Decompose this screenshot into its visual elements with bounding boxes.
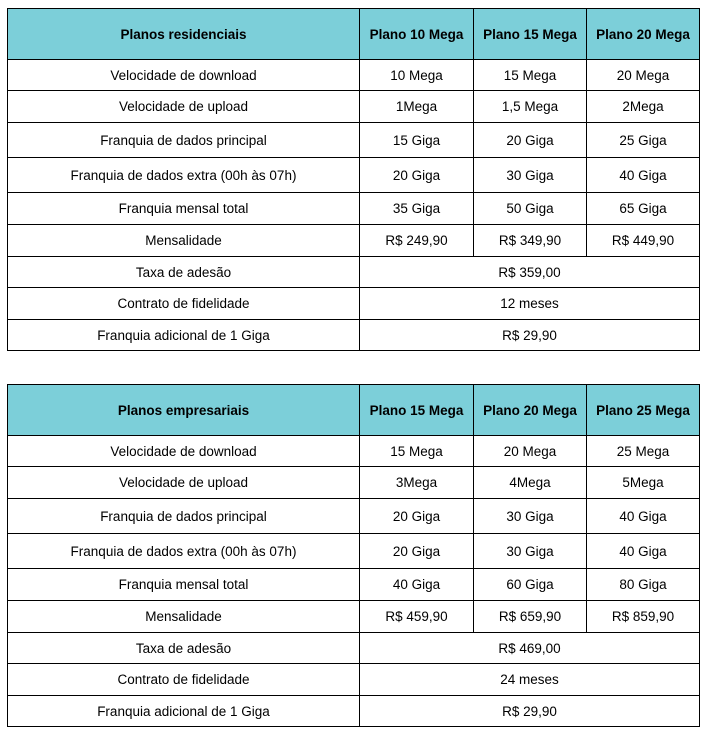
cell-value: 20 Giga [474,123,587,158]
row-label: Velocidade de download [8,436,360,467]
cell-value: 20 Mega [587,60,700,91]
cell-value: 15 Giga [360,123,474,158]
table-header-row [8,385,700,436]
row-main-data-allowance [8,499,700,534]
row-upload-speed [8,467,700,499]
row-loyalty-contract [8,288,700,320]
cell-value-merged: R$ 29,90 [360,696,700,727]
cell-value: 2Mega [587,91,700,123]
plan-column-header: Plano 15 Mega [474,9,587,60]
row-download-speed [8,436,700,467]
row-label: Contrato de fidelidade [8,664,360,696]
cell-value: 40 Giga [587,499,700,534]
row-loyalty-contract [8,664,700,696]
cell-value-merged: 24 meses [360,664,700,696]
row-label: Mensalidade [8,601,360,633]
table-header-row [8,9,700,60]
row-label: Velocidade de upload [8,91,360,123]
cell-value: 80 Giga [587,569,700,601]
row-label: Franquia adicional de 1 Giga [8,320,360,351]
cell-value: 15 Mega [474,60,587,91]
row-label: Franquia de dados principal [8,499,360,534]
row-label: Taxa de adesão [8,257,360,288]
row-label: Franquia de dados extra (00h às 07h) [8,534,360,569]
plan-column-header: Plano 15 Mega [360,385,474,436]
cell-value: 50 Giga [474,193,587,225]
row-extra-data-allowance [8,158,700,193]
cell-value: 30 Giga [474,499,587,534]
row-monthly-fee [8,225,700,257]
cell-value: 20 Mega [474,436,587,467]
row-label: Franquia mensal total [8,193,360,225]
row-label: Franquia adicional de 1 Giga [8,696,360,727]
cell-value: 15 Mega [360,436,474,467]
row-upload-speed [8,91,700,123]
row-label: Franquia de dados extra (00h às 07h) [8,158,360,193]
table-title: Planos empresariais [8,385,360,436]
plan-column-header: Plano 20 Mega [587,9,700,60]
cell-value: 30 Giga [474,534,587,569]
cell-value: 5Mega [587,467,700,499]
business-plans-table [7,384,700,727]
row-extra-data-allowance [8,534,700,569]
cell-value: 1,5 Mega [474,91,587,123]
table-title: Planos residenciais [8,9,360,60]
row-label: Contrato de fidelidade [8,288,360,320]
row-label: Franquia de dados principal [8,123,360,158]
row-additional-giga [8,320,700,351]
row-signup-fee [8,257,700,288]
cell-value: 20 Giga [360,534,474,569]
cell-value: 40 Giga [360,569,474,601]
cell-value: R$ 449,90 [587,225,700,257]
row-monthly-fee [8,601,700,633]
cell-value: R$ 349,90 [474,225,587,257]
cell-value: 35 Giga [360,193,474,225]
row-additional-giga [8,696,700,727]
cell-value: R$ 459,90 [360,601,474,633]
cell-value: R$ 249,90 [360,225,474,257]
cell-value: 20 Giga [360,499,474,534]
cell-value: 20 Giga [360,158,474,193]
cell-value: 65 Giga [587,193,700,225]
cell-value: 25 Mega [587,436,700,467]
plan-column-header: Plano 25 Mega [587,385,700,436]
cell-value-merged: 12 meses [360,288,700,320]
cell-value-merged: R$ 29,90 [360,320,700,351]
cell-value: 10 Mega [360,60,474,91]
cell-value: R$ 659,90 [474,601,587,633]
row-label: Mensalidade [8,225,360,257]
cell-value: R$ 859,90 [587,601,700,633]
cell-value-merged: R$ 359,00 [360,257,700,288]
row-label: Velocidade de upload [8,467,360,499]
cell-value-merged: R$ 469,00 [360,633,700,664]
row-download-speed [8,60,700,91]
row-total-monthly-allowance [8,569,700,601]
cell-value: 1Mega [360,91,474,123]
residential-plans-table [7,8,700,351]
plan-column-header: Plano 20 Mega [474,385,587,436]
row-label: Franquia mensal total [8,569,360,601]
row-label: Velocidade de download [8,60,360,91]
row-main-data-allowance [8,123,700,158]
plan-column-header: Plano 10 Mega [360,9,474,60]
cell-value: 4Mega [474,467,587,499]
cell-value: 30 Giga [474,158,587,193]
cell-value: 40 Giga [587,158,700,193]
row-signup-fee [8,633,700,664]
cell-value: 60 Giga [474,569,587,601]
row-total-monthly-allowance [8,193,700,225]
cell-value: 3Mega [360,467,474,499]
cell-value: 40 Giga [587,534,700,569]
cell-value: 25 Giga [587,123,700,158]
row-label: Taxa de adesão [8,633,360,664]
